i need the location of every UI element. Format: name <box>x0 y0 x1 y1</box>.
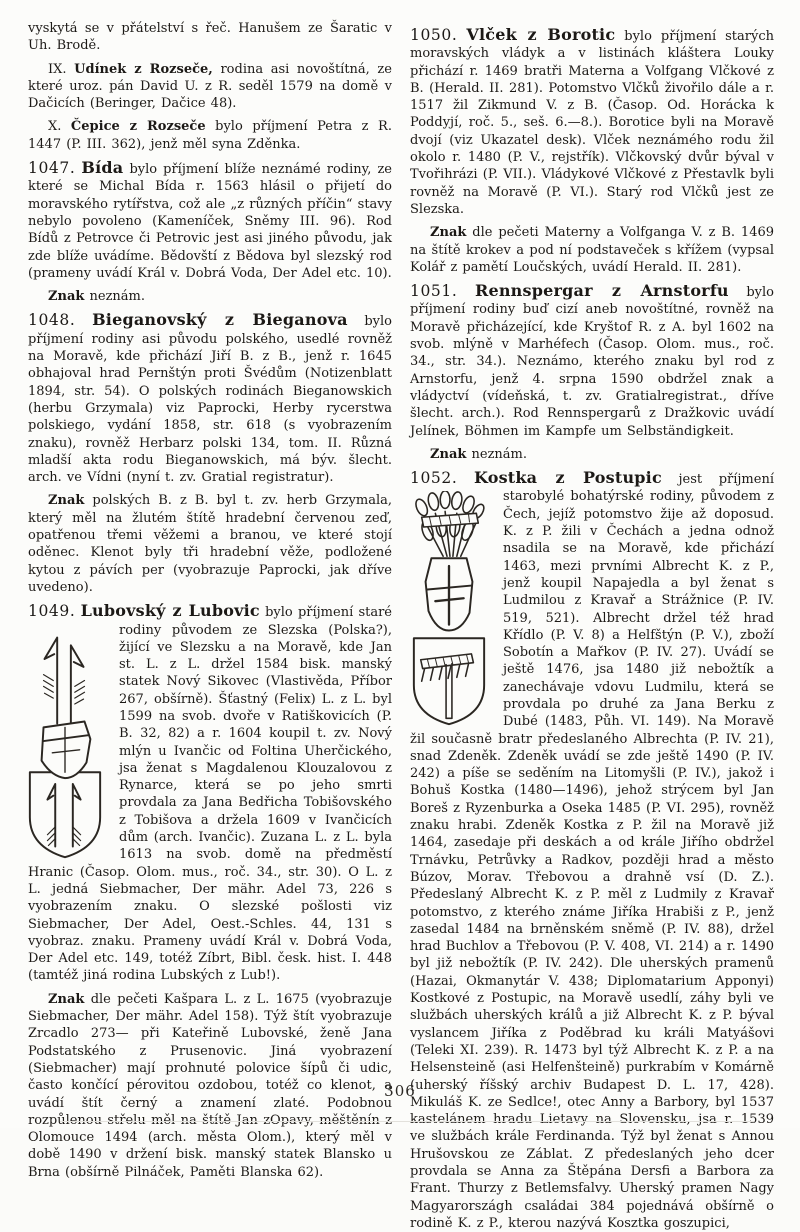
znak-1048 <box>28 492 392 596</box>
entry-number: 1048. <box>28 311 76 330</box>
znak-label: Znak <box>430 446 467 462</box>
znak-label: Znak <box>48 991 85 1007</box>
paragraph-text: jest příjmení starobylé <box>503 472 774 505</box>
paragraph-text: bylo příjmení starých moravských vládyk a v listinách kláštera Louky přichází r. 1469 bratři Materna a Volfgang Vlčkové z B. (Herald. II. 281). Potomstvo Vlčků živořilo dále a r. 1517 žil Zikmund V. z B. (Časop. Od. Horácka k Poddyjí, roč. 5., seš. 6.—8.). Borotice byli na Moravě dvojí (viz Ukazatel desk). Vlček neznámého rodu žil okolo r. 1480 (P. V., rejstřík). Vlčkovský dvůr býval v Tvořihrázi (P. VII.). Vládykové Vlčkové z Přestavlk byli rovněž na Moravě (P. VI.). Starý rod Vlčků jest ze Slezska. <box>410 29 774 217</box>
page-number: 306 <box>384 1082 416 1100</box>
coat-of-arms-split-arrow-helm-icon <box>24 625 106 861</box>
item-numeral: X. <box>48 119 62 135</box>
coat-of-arms-rake-plume-helm-icon <box>408 491 490 727</box>
entry-cepice-z-rozsece <box>28 118 392 153</box>
paragraph-text: bylo příjmení rodiny asi původu polského, usedlé rovněž na Moravě, kde přichází Jiří B. z B., jenž r. 1645 obhajoval hrad Pernštýn proti Švédům (Notizenblatt 1894, str. 54). O polských rodinách Bieganowskich (herbu Grzymala) viz Paprocki, Herby rycerstwa polskiego, vydání 1858, str. 618 (s vyobrazením znaku), rovněž Herbarz polski 134, tom. II. Různá mladší akta rodu Bieganowskich, má býv. šlecht. arch. ve Vídni (nyní t. zv. Gratial registratur). <box>28 314 392 486</box>
family-name: Kostka z Postupic <box>473 468 662 488</box>
entry-number: 1049. <box>28 602 76 621</box>
family-name: Čepice z Rozseče <box>70 119 206 135</box>
left-column <box>28 20 392 1232</box>
entry-1051-rennspergar <box>410 282 774 440</box>
family-name: Udínek z Rozseče, <box>74 61 213 77</box>
entry-number: 1052. <box>410 469 458 488</box>
znak-1051 <box>410 446 774 463</box>
entry-1052-kostka <box>410 469 774 1232</box>
right-column <box>410 20 774 1232</box>
entry-udinek-z-rozsece <box>28 61 392 113</box>
family-name: Bieganovský z Bieganova <box>92 310 348 330</box>
paragraph-text: dle pečeti Kašpara L. z L. 1675 (vyobrazuje Siebmacher, Der mähr. Adel 158). Týž štít vyobrazuje Zrcadlo 273— při Kateřině Lubovské, ženě Jana Podstatského z Prusenovic. Jiná vyobrazení (Siebmacher) mají prohnuté polovice šípů či udic, často končící pérovitou ozdobou, totéž co klenot, a uvádí štít černý a znamení zlaté. Podobnou rozpůlenou střelu měl na štítě Jan zOpavy, měštěnín z Olomouce 1494 (arch. města Olom.), který měl v době 1490 v držení bisk. manský statek Blansko u Brna (obšírně Pilnáček, Paměti Blanska 62). <box>28 991 392 1180</box>
entry-number: 1047. <box>28 159 76 178</box>
continuation-paragraph <box>28 20 392 55</box>
paragraph-text: bylo příjmení rodiny buď cizí aneb novoštítné, rovněž na Moravě přicházející, kde Kryštof R. z A. byl 1602 na svob. mlýně v Marhéfech (Časop. Olom. mus., roč. 34., str. 34.). Neznámo, kterého znaku byl rod z Arnstorfu, jenž 4. srpna 1590 obdržel znak a vládyctví (vídeňská, t. zv. Gratialregistrat., dříve šlecht. arch.). Rod Rennspergarů z Dražkovic uvádí Jelínek, Böhmen im Kampfe um Selbständigkeit. <box>410 285 774 439</box>
paragraph-text: neznám. <box>89 289 146 305</box>
znak-label: Znak <box>48 289 85 305</box>
paragraph-text: bylo příjmení Petra z R. 1447 (P. III. 362), jenž měl syna Zděnka. <box>28 119 392 152</box>
paragraph-text: neznám. <box>471 446 528 462</box>
znak-label: Znak <box>430 225 467 241</box>
paragraph-text: vyskytá se v přátelství s řeč. Hanušem ze Šaratic v Uh. Brodě. <box>28 21 392 54</box>
entry-number: 1051. <box>410 282 458 301</box>
item-numeral: IX. <box>48 61 67 77</box>
entry-number: 1050. <box>410 26 458 44</box>
entry-1047-bida <box>28 159 392 282</box>
paragraph-text: bylo příjmení staré <box>265 605 392 621</box>
paragraph-text: rodiny původem ze Slezska (Polska?), žijící ve Slezsku a na Moravě, kde Jan st. L. z L. držel 1584 bisk. manský statek Nový Sikovec (Vlastivěda, Příbor 267, obšírně). Šťastný (Felix) L. z L. byl 1599 na svob. dvoře v Ratiškovicích (P. B. 32, 82) a r. 1604 koupil t. zv. Nový mlýn u Ivančic od Foltina Uherčického, jsa ženat s Magdalenou Klouzalovou z Rynarce, která se po jeho smrti provdala za Jana Bedřicha Tobišovského z Tobišova a držela 1609 v Ivančicích dům (arch. Ivančic). Zuzana L. z L. byla 1613 na svob. domě na předměstí Hranic (Časop. Olom. mus., roč. 34., str. 30). O L. z L. jedná Siebmacher, Der mähr. Adel 73, 226 s vyobrazením znaku. O slezské pošlosti viz Siebmacher, Der Adel, Oest.-Schles. 44, 131 s vyobraz. znaku. Prameny uvádí Král v. Dobrá Voda, Der Adel etc. 149, totéž Zíbrt, Bibl. česk. hist. I. 448 (tamtéž jiná rodina Lubských z Lub!). <box>28 622 392 984</box>
znak-1050 <box>410 224 774 276</box>
family-name: Bída <box>81 158 124 178</box>
paragraph-text: dle pečeti Materny a Volfganga V. z B. 1469 na štítě krokev a pod ní podstaveček s křížem (vypsal Kolář z pamětí Loučských, uvádí Herald. II. 281). <box>410 225 775 275</box>
family-name: Lubovský z Lubovic <box>80 601 260 621</box>
znak-1047 <box>28 288 392 305</box>
paragraph-text: rodina asi novoštítná, ze které uroz. pán David U. z R. seděl 1579 na domě v Dačicích (Beringer, Dačice 48). <box>28 61 392 112</box>
entry-1050-vlcek <box>410 26 774 218</box>
entry-1049-lubovsky <box>28 602 392 985</box>
scan-edge-artifact <box>60 1121 754 1122</box>
paragraph-text: polských B. z B. byl t. zv. herb Grzymala, který měl na žlutém štítě hradební červenou zeď, opatřenou třemi věžemi a branou, ve které stojí oděnec. Klenot byly tři hradební věže, podložené kytou z pávích per (vyobrazuje Paprocki, jak dříve uvedeno). <box>28 493 392 595</box>
family-name: Vlček z Borotic <box>466 25 616 44</box>
entry-1048-bieganovsky <box>28 311 392 486</box>
family-name: Rennspergar z Arnstorfu <box>474 281 729 301</box>
paragraph-text: bylo příjmení blíže neznámé rodiny, ze které se Michal Bída r. 1563 hlásil o přijetí do moravského rytířstva, což ale „z různých příčin“ stavy nebylo povoleno (Kameníček, Sněmy III. 96). Rod Bídů z Petrovce či Petrovic jest asi jiného původu, jak zde blíže uvádíme. Bědovští z Bědova byl slezský rod (prameny uvádí Král v. Dobrá Voda, Der Adel etc. 10). <box>28 162 392 281</box>
znak-label: Znak <box>48 493 85 509</box>
paragraph-text: bohatýrské rodiny, původem z Čech, jejíž potomstvo žije až doposud. K. z P. žili v Čechách a jedna odnož nsadila se na Moravě, kde přichází 1463, mezi prvními Albrecht K. z P., jenž koupil Napajedla a byl ženat s Ludmilou z Kravař a Strážnice (P. IV. 519, 521). Albrecht držel též hrad Křídlo (P. V. 8) a Helfštýn (P. V.), zboží Sobotín a Mařkov (P. IV. 27). Uvádí se ještě 1476, jsa 1480 již nebožtík a zanechávaje vdovu Ludmilu, která se provdala po druhé za Jana Berku z Dubé (1483, Půh. VI. 149). Na Moravě žil současně bratr předeslaného Albrechta (P. IV. 21), snad Zdeněk. Zdeněk uvádí se zde ještě 1490 (P. IV. 242) a píše se seděním na Litomyšli (P. IV.), jakož i Bohuš Kostka (1480—1496), jehož strýcem byl Jan Boreš z Ryzenburka a Oseka 1485 (P. VI. 295), rovněž znaku hrabi. Zdeněk Kostka z P. žil na Moravě již 1464, zasedaje při deskách a od krále Jiřího obdržel Trnávku, Petrůvky a Radkov, později hrad a město Búzov, Morav. Třebovou a drahně vsí (D. Z.). Předeslaný Albrecht K. z P. měl z Ludmily z Kravař potomstvo, z kterého známe Jiříka Hrabiši z P., jenž zasedal 1484 na brněnském sněmě (P. IV. 88), držel hrad Buchlov a Třebovou (P. V. 408, VI. 214) a r. 1490 byl již nebožtík (P. IV. 242). Dle uherských pramenů (Hazai, Okmanytár V. 438; Diplomatarium Apponyi) Kostkové z Postupic, na Moravě usedlí, záhy byli ve službách uherských králů a již Albrecht K. z P. býval vyslancem Jiříka z Poděbrad ku králi Matyášovi (Teleki XI. 239). R. 1473 byl týž Albrecht K. z P. a na Helsensteině (asi Helfenšteině) purkrabím v Komárně (uherský říšský archiv Budapest D. L. 17, 428). Mikuláš K. ze Sedlce!, otec Anny a Barbory, byl 1537 kastelánem hradu Lietavy na Slovensku, jsa r. 1539 ve službách krále Ferdinanda. Týž byl ženat s Annou Hrušovskou ze Záblat. Z předeslaných jeho dcer provdala se Anna za Štěpána Dersfi a Barbora za Frant. Thurzy z Betlemsfalvy. Uherský pramen Nagy Magyarországh családai 384 pojednává obšírně o rodině K. z P., kterou nazývá Kosztka goszupici, <box>410 489 774 1231</box>
